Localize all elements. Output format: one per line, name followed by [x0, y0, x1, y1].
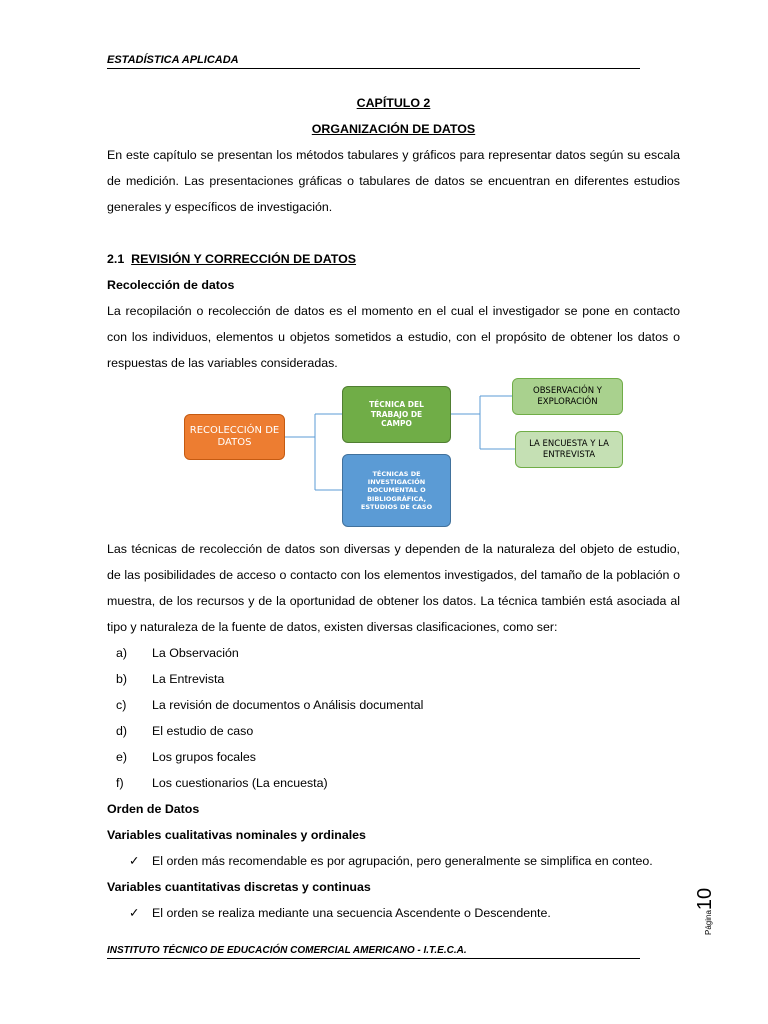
checklist-cuantitativas [107, 900, 680, 926]
list-item [107, 640, 680, 666]
list-text: Los cuestionarios (La encuesta) [152, 776, 328, 790]
checklist-text: El orden se realiza mediante una secuencia Ascendente o Descendente. [152, 906, 551, 920]
list-item [107, 770, 680, 796]
spacer [107, 220, 680, 246]
subheading-recoleccion: Recolección de datos [107, 278, 235, 292]
node-tecnica-documental: TÉCNICAS DE INVESTIGACIÓN DOCUMENTAL O BIBLIOGRÁFICA, ESTUDIOS DE CASO [342, 454, 451, 527]
page-number-value: 10 [694, 887, 716, 911]
techniques-list [107, 640, 680, 796]
chapter-title: ORGANIZACIÓN DE DATOS [311, 122, 476, 136]
recoleccion-paragraph: La recopilación o recolección de datos es el momento en el cual el investigador se pone en contacto con los individuos, elementos u objetos sometidos a estudio, con el propósito de obtener los datos o respuestas de las variables consideradas. [107, 304, 680, 370]
page-header: ESTADÍSTICA APLICADA [107, 53, 640, 69]
node-tecnica-campo: TÉCNICA DEL TRABAJO DE CAMPO [342, 386, 451, 443]
list-item [107, 666, 680, 692]
page-number [694, 888, 717, 935]
list-marker: e) [116, 750, 128, 764]
checklist-cualitativas [107, 848, 680, 874]
subheading-cuantitativas: Variables cuantitativas discretas y continuas [107, 880, 371, 894]
page-footer: INSTITUTO TÉCNICO DE EDUCACIÓN COMERCIAL AMERICANO - I.T.E.C.A. [107, 944, 640, 959]
list-text: El estudio de caso [152, 724, 254, 738]
node-recoleccion-datos: RECOLECCIÓN DE DATOS [184, 414, 285, 460]
checklist-item [107, 900, 680, 926]
section-heading [107, 246, 680, 272]
checklist-text: El orden más recomendable es por agrupación, pero generalmente se simplifica en conteo. [152, 854, 653, 868]
node-observacion: OBSERVACIÓN Y EXPLORACIÓN [512, 378, 623, 415]
subheading-cualitativas: Variables cualitativas nominales y ordinales [107, 828, 366, 842]
list-text: Los grupos focales [152, 750, 257, 764]
intro-paragraph: En este capítulo se presentan los métodos tabulares y gráficos para representar datos según su escala de medición. Las presentaciones gráficas o tabulares de datos se encuentran en diferentes estudios generales y específicos de investigación. [107, 148, 680, 214]
list-marker: a) [116, 646, 128, 660]
checkmark-icon: ✓ [129, 906, 140, 920]
recoleccion-diagram [107, 376, 680, 536]
page-label: Página [704, 910, 713, 935]
list-marker: f) [116, 776, 124, 790]
list-marker: b) [116, 672, 128, 686]
subheading-orden: Orden de Datos [107, 802, 200, 816]
list-text: La Entrevista [152, 672, 225, 686]
tecnicas-paragraph: Las técnicas de recolección de datos son diversas y dependen de la naturaleza del objeto de estudio, de las posibilidades de acceso o contacto con los elementos investigados, del tamaño de la población o muestra, de los recursos y de la oportunidad de obtener los datos. La técnica también está asociada al tipo y naturaleza de la fuente de datos, existen diversas clasificaciones, como ser: [107, 542, 680, 634]
node-encuesta: LA ENCUESTA Y LA ENTREVISTA [515, 431, 623, 468]
section-title: REVISIÓN Y CORRECCIÓN DE DATOS [131, 252, 357, 266]
list-item [107, 744, 680, 770]
page-body [107, 90, 680, 926]
list-item [107, 718, 680, 744]
list-text: La Observación [152, 646, 239, 660]
list-marker: d) [116, 724, 128, 738]
checklist-item [107, 848, 680, 874]
list-marker: c) [116, 698, 127, 712]
section-number: 2.1 [107, 252, 125, 266]
checkmark-icon: ✓ [129, 854, 140, 868]
list-item [107, 692, 680, 718]
chapter-number: CAPÍTULO 2 [356, 96, 431, 110]
list-text: La revisión de documentos o Análisis documental [152, 698, 424, 712]
